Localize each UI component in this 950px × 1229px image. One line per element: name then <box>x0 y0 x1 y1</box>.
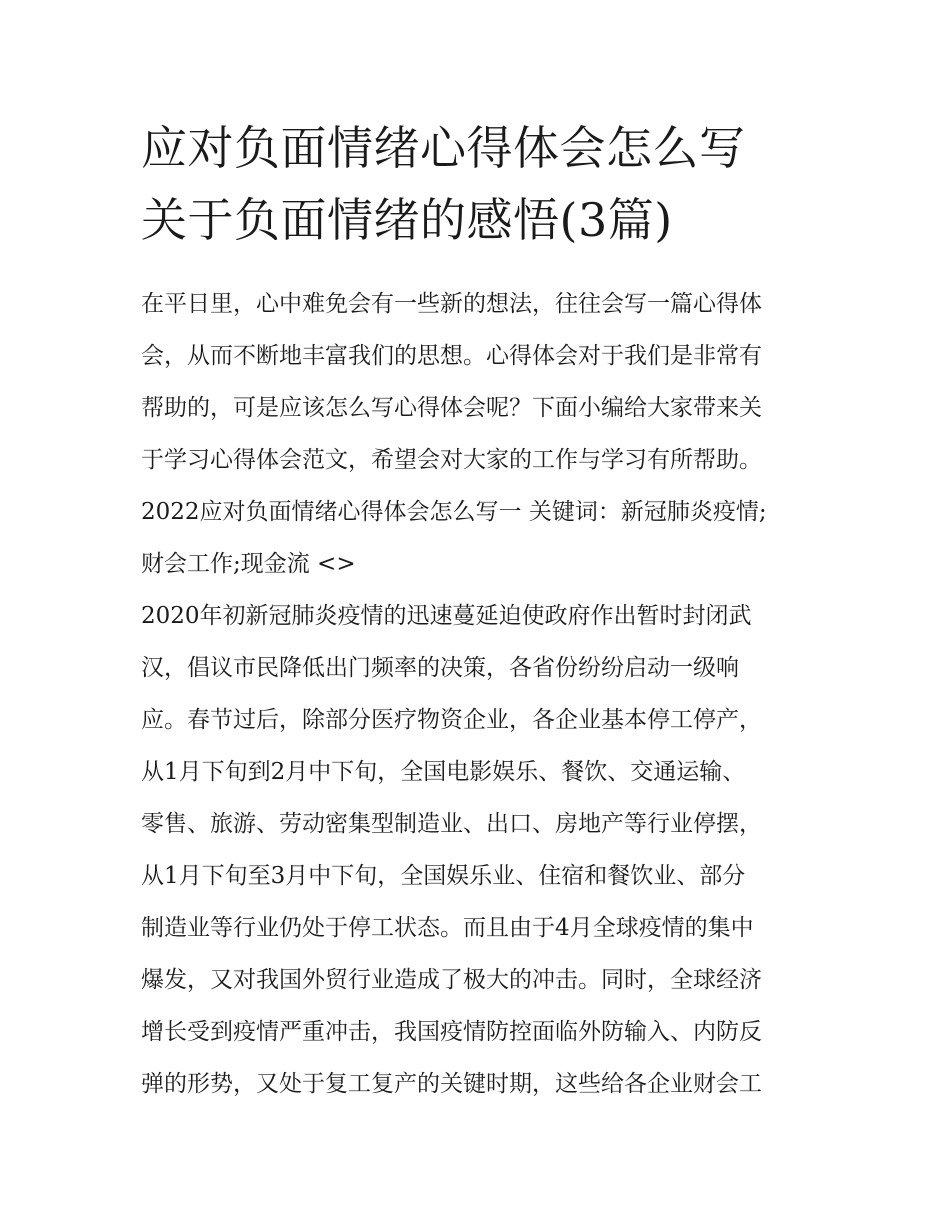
body-line: 增长受到疫情严重冲击，我国疫情防控面临外防输入、内防反 <box>141 1019 762 1045</box>
body-line: 从1月下旬到2月中下旬，全国电影娱乐、餐饮、交通运输、 <box>141 759 746 785</box>
body-line: 制造业等行业仍处于停工状态。而且由于4月全球疫情的集中 <box>141 915 754 941</box>
document-body <box>141 278 813 1110</box>
body-line: 应。春节过后，除部分医疗物资企业，各企业基本停工停产， <box>141 707 762 733</box>
body-line: 汉，倡议市民降低出门频率的决策，各省份纷纷启动一级响 <box>141 655 739 681</box>
body-line: 从1月下旬至3月中下旬，全国娱乐业、住宿和餐饮业、部分 <box>141 863 746 889</box>
body-line: 帮助的，可是应该怎么写心得体会呢？下面小编给大家带来关 <box>141 395 762 421</box>
document-page <box>141 112 813 1110</box>
title-line: 关于负面情绪的感悟(3篇) <box>141 193 673 247</box>
body-line: 会，从而不断地丰富我们的思想。心得体会对于我们是非常有 <box>141 343 762 369</box>
body-line: 2020年初新冠肺炎疫情的迅速蔓延迫使政府作出暂时封闭武 <box>141 603 752 629</box>
body-line: 财会工作;现金流 <> <box>141 551 356 577</box>
body-line: 于学习心得体会范文，希望会对大家的工作与学习有所帮助。 <box>141 447 762 473</box>
body-line: 弹的形势，又处于复工复产的关键时期，这些给各企业财会工 <box>141 1071 762 1097</box>
title-line: 应对负面情绪心得体会怎么写 <box>141 121 746 175</box>
body-line: 在平日里，心中难免会有一些新的想法，往往会写一篇心得体 <box>141 291 762 317</box>
body-line: 零售、旅游、劳动密集型制造业、出口、房地产等行业停摆， <box>141 811 762 837</box>
body-line: 2022应对负面情绪心得体会怎么写一 关键词：新冠肺炎疫情; <box>141 499 767 525</box>
body-line: 爆发，又对我国外贸行业造成了极大的冲击。同时，全球经济 <box>141 967 762 993</box>
document-title <box>141 112 813 256</box>
